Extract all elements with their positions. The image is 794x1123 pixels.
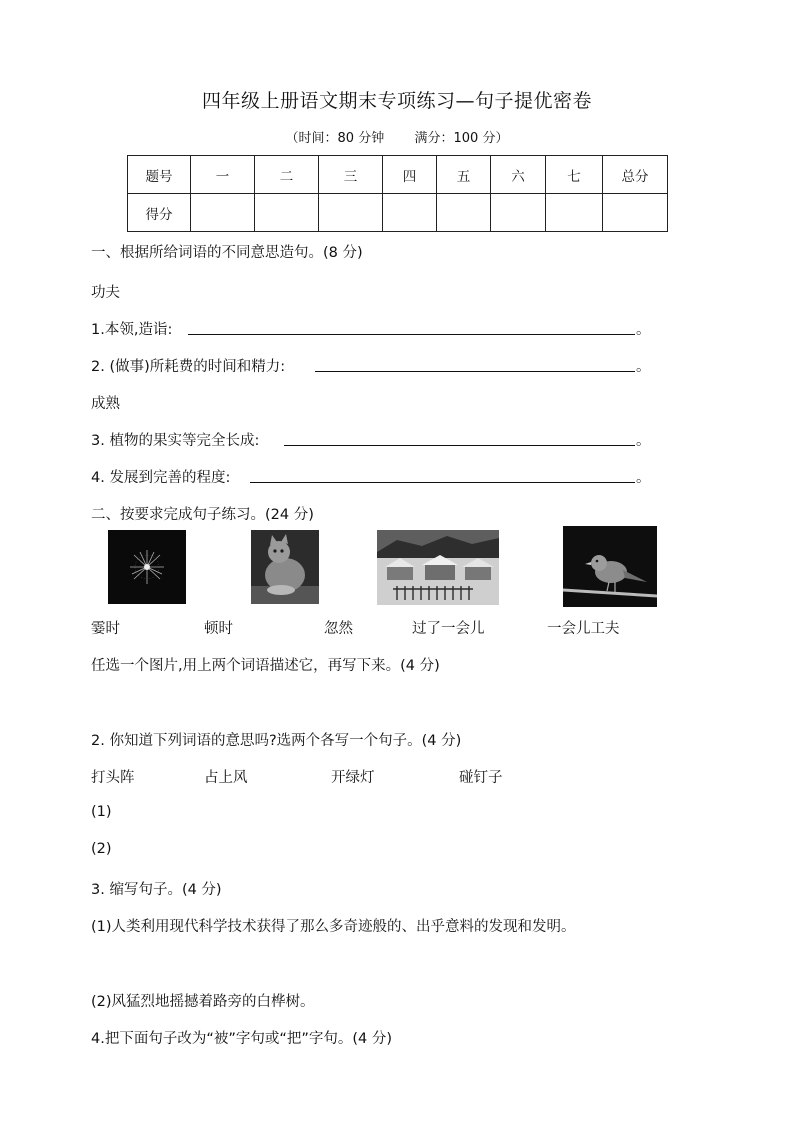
header-cell: 五 <box>437 156 491 194</box>
header-cell: 一 <box>191 156 255 194</box>
condense-sentence-2: (2)风猛烈地摇撼着路旁的白桦树。 <box>91 994 315 1010</box>
exam-info <box>0 127 794 146</box>
word-chengshu: 成熟 <box>91 396 120 412</box>
idiom-option: 打头阵 <box>91 770 135 786</box>
word-option: 一会儿工夫 <box>547 621 620 637</box>
score-table-header-row <box>128 156 668 194</box>
question-describe-picture: 任选一个图片,用上两个词语描述它，再写下来。(4 分) <box>91 658 440 674</box>
answer-blank-1: (1) <box>91 804 112 820</box>
section2-heading: 二、按要求完成句子练习。(24 分) <box>91 507 314 523</box>
item2-label: 2. (做事)所耗费的时间和精力: <box>91 359 286 375</box>
score-cell[interactable] <box>383 194 437 232</box>
period-mark: 。 <box>636 470 651 486</box>
answer-line-4[interactable] <box>250 482 635 483</box>
word-option: 过了一会儿 <box>412 621 485 637</box>
header-cell: 三 <box>319 156 383 194</box>
period-mark: 。 <box>636 322 651 338</box>
fireworks-photo <box>108 530 186 604</box>
time-limit: （时间：80 分钟 <box>285 131 385 146</box>
idiom-option: 占上风 <box>204 770 248 786</box>
score-cell[interactable] <box>603 194 668 232</box>
bird-photo <box>563 526 657 607</box>
score-cell[interactable] <box>546 194 603 232</box>
page-title: 四年级上册语文期末专项练习—句子提优密卷 <box>201 90 592 112</box>
question-condense: 3. 缩写句子。(4 分) <box>91 882 222 898</box>
item4-label: 4. 发展到完善的程度: <box>91 470 231 486</box>
idiom-option: 开绿灯 <box>331 770 375 786</box>
answer-line-2[interactable] <box>315 371 635 372</box>
cat-photo <box>251 530 319 604</box>
answer-line-1[interactable] <box>188 334 635 335</box>
word-option: 霎时 <box>91 621 120 637</box>
header-cell: 四 <box>383 156 437 194</box>
score-cell[interactable] <box>255 194 319 232</box>
score-cell[interactable] <box>437 194 491 232</box>
answer-line-3[interactable] <box>284 445 635 446</box>
header-cell: 总分 <box>603 156 668 194</box>
period-mark: 。 <box>636 359 651 375</box>
header-cell: 题号 <box>128 156 191 194</box>
period-mark: 。 <box>636 433 651 449</box>
item3-label: 3. 植物的果实等完全长成: <box>91 433 260 449</box>
word-gongfu: 功夫 <box>91 285 120 301</box>
score-table <box>127 155 668 232</box>
answer-blank-2: (2) <box>91 841 112 857</box>
full-score: 满分：100 分） <box>414 131 509 146</box>
score-cell[interactable] <box>319 194 383 232</box>
word-option: 忽然 <box>324 621 353 637</box>
row-label: 得分 <box>128 194 191 232</box>
score-cell[interactable] <box>491 194 546 232</box>
question-bei-ba: 4.把下面句子改为“被”字句或“把”字句。(4 分) <box>91 1031 393 1047</box>
idiom-option: 碰钉子 <box>459 770 503 786</box>
word-option: 顿时 <box>204 621 233 637</box>
condense-sentence-1: (1)人类利用现代科学技术获得了那么多奇迹般的、出乎意料的发现和发明。 <box>91 919 576 935</box>
village-photo <box>377 530 499 605</box>
question-idioms: 2. 你知道下列词语的意思吗?选两个各写一个句子。(4 分) <box>91 733 462 749</box>
header-cell: 六 <box>491 156 546 194</box>
section1-heading: 一、根据所给词语的不同意思造句。(8 分) <box>91 245 363 261</box>
score-table-score-row <box>128 194 668 232</box>
header-cell: 七 <box>546 156 603 194</box>
header-cell: 二 <box>255 156 319 194</box>
item1-label: 1.本领,造诣: <box>91 322 173 338</box>
score-cell[interactable] <box>191 194 255 232</box>
